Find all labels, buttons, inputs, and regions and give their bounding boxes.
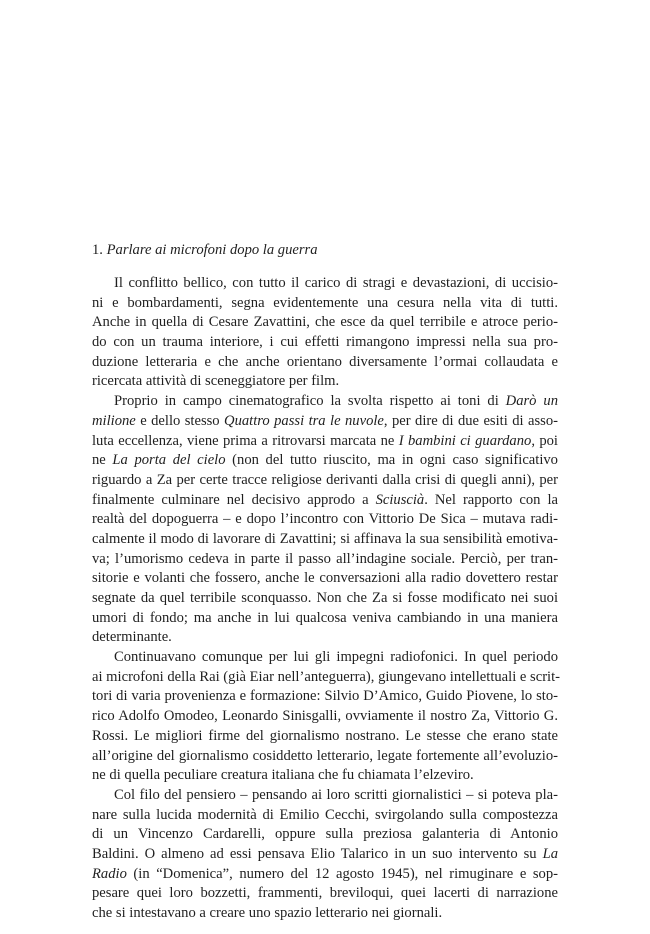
- text-segment: riguardo a Za per certe tracce religiose derivanti dalla crisi di quegli anni), per: [92, 471, 558, 488]
- text-segment: calmente il modo di lavorare di Zavattini; si affinava la sua sensibilità emotiva-: [92, 530, 558, 547]
- text-segment: e dello stesso: [135, 412, 225, 429]
- text-line: [92, 766, 558, 786]
- body-text: [92, 274, 561, 924]
- text-segment: Col filo del pensiero – pensando ai loro scritti giornalistici – si poteva pla-: [114, 786, 558, 803]
- text-line: [92, 313, 558, 333]
- paragraph: [92, 274, 558, 392]
- text-segment: ni e bombardamenti, segna evidentemente una cesura nella vita di tutti.: [92, 294, 558, 311]
- text-line: [92, 904, 558, 924]
- text-line: [92, 884, 558, 904]
- text-line: [92, 727, 558, 747]
- text-line: [92, 609, 558, 629]
- text-segment: segnate da quel terribile sconquasso. Non che Za si fosse modificato nei suoi: [92, 590, 558, 606]
- text-segment: do con un trauma interiore, i cui effetti rimangono impressi nella sua pro-: [92, 334, 558, 351]
- text-segment: Il conflitto bellico, con tutto il carico di stragi e devastazioni, di uccisio-: [114, 275, 558, 291]
- text-line: [92, 687, 558, 707]
- text-segment: umori di fondo; ma anche in lui qualcosa veniva cambiando in una maniera: [92, 609, 558, 626]
- paragraph: [92, 786, 558, 924]
- italic-title: Quattro passi tra le nuvole: [224, 412, 384, 429]
- text-line: [92, 451, 558, 471]
- text-segment: Baldini. O almeno ad essi pensava Elio Talarico in un suo intervento su: [92, 845, 543, 862]
- paragraph: [92, 392, 558, 648]
- text-line: [92, 274, 558, 294]
- text-segment: che si intestavano a creare uno spazio letterario nei giornali.: [92, 905, 443, 921]
- text-line: [92, 333, 558, 353]
- section-heading: [92, 240, 318, 260]
- section-title: Parlare ai microfoni dopo la guerra: [106, 242, 318, 258]
- text-segment: all’origine del giornalismo cosiddetto letterario, legate fortemente all’evoluzio-: [92, 747, 558, 764]
- text-line: [92, 294, 558, 314]
- text-segment: realtà del dopoguerra – e dopo l’incontro con Vittorio De Sica – mutava radi-: [92, 511, 558, 528]
- text-segment: Anche in quella di Cesare Zavattini, che esce da quel terribile e atroce perio-: [92, 314, 558, 331]
- italic-title: La porta del cielo: [112, 452, 226, 469]
- text-line: [92, 786, 558, 806]
- text-segment: Rossi. Le migliori firme del giornalismo nostrano. Le stesse che erano state: [92, 727, 558, 744]
- text-segment: Proprio in campo cinematografico la svolta rispetto ai toni di: [114, 393, 506, 410]
- text-line: [92, 392, 558, 412]
- text-line: [92, 628, 558, 648]
- text-segment: nare sulla lucida modernità di Emilio Cecchi, svirgolando sulla compostezza: [92, 806, 558, 823]
- text-line: [92, 432, 558, 452]
- text-line: [92, 845, 558, 865]
- italic-title: Darò un: [505, 393, 558, 410]
- text-segment: luta eccellenza, viene prima a ritrovarsi marcata ne: [92, 432, 399, 449]
- text-line: [92, 372, 558, 392]
- italic-title: Radio: [92, 865, 127, 882]
- text-segment: va; l’umorismo cedeva in parte il passo all’indagine sociale. Perciò, per tran-: [92, 550, 558, 567]
- italic-title: milione: [92, 412, 136, 429]
- italic-title: Sciuscià: [375, 491, 425, 508]
- text-segment: Continuavano comunque per lui gli impegni radiofonici. In quel periodo: [114, 649, 558, 666]
- text-line: [92, 747, 558, 767]
- text-segment: sitorie e volanti che fossero, anche le conversazioni alla radio dovettero restar: [92, 570, 558, 587]
- text-line: [92, 510, 558, 530]
- text-segment: , poi: [531, 432, 558, 449]
- text-segment: ne: [92, 452, 113, 469]
- text-line: [92, 491, 558, 511]
- italic-title: La: [542, 845, 558, 862]
- text-line: [92, 707, 558, 727]
- text-segment: ne di quella peculiare creatura italiana che fu chiamata l’elzeviro.: [92, 767, 474, 784]
- text-line: [92, 825, 558, 845]
- text-line: [92, 471, 558, 491]
- text-line: [92, 412, 558, 432]
- text-line: [92, 353, 558, 373]
- text-segment: tori di varia provenienza e formazione: Silvio D’Amico, Guido Piovene, lo sto-: [92, 688, 558, 705]
- text-line: [92, 589, 558, 609]
- text-segment: ai microfoni della Rai (già Eiar nell’anteguerra), giungevano intellettuali e scrit-: [92, 668, 561, 685]
- text-segment: (in “Domenica”, numero del 12 agosto 1945), nel rimuginare e sop-: [126, 865, 558, 882]
- text-segment: (non del tutto riuscito, ma in ogni caso significativo: [225, 452, 558, 469]
- text-line: [92, 530, 558, 550]
- text-line: [92, 865, 558, 885]
- text-segment: , per dire di due esiti di asso-: [383, 412, 558, 429]
- text-segment: finalmente culminare nel decisivo approdo a: [92, 491, 376, 508]
- paragraph: [92, 648, 561, 786]
- italic-title: I bambini ci guardano: [398, 432, 532, 449]
- text-segment: ricercata attività di sceneggiatore per film.: [92, 373, 340, 390]
- text-segment: di un Vincenzo Cardarelli, oppure sulla preziosa galanteria di Antonio: [92, 826, 558, 843]
- text-segment: duzione letteraria e che anche orientano diversamente l’ormai collaudata e: [92, 353, 558, 370]
- text-line: [92, 806, 558, 826]
- text-segment: . Nel rapporto con la: [424, 491, 558, 508]
- text-line: [92, 668, 561, 688]
- text-segment: rico Adolfo Omodeo, Leonardo Sinisgalli, ovviamente il nostro Za, Vittorio G.: [92, 708, 558, 725]
- text-segment: pesare quei loro bozzetti, frammenti, breviloqui, quei lacerti di narrazione: [92, 885, 558, 902]
- text-line: [92, 569, 558, 589]
- text-segment: determinante.: [92, 629, 172, 646]
- text-line: [92, 550, 558, 570]
- text-line: [92, 648, 558, 668]
- section-number: 1.: [92, 242, 103, 258]
